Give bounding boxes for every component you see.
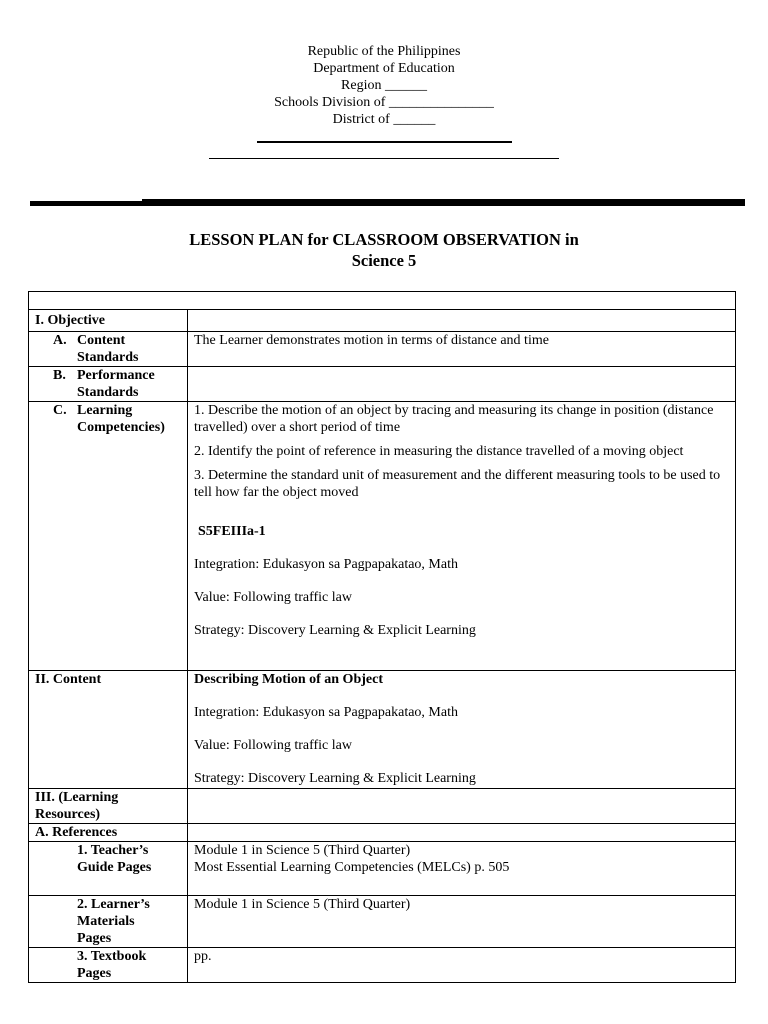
content-strategy: Strategy: Discovery Learning & Explicit Learning — [194, 771, 476, 786]
performance-standards-text — [188, 367, 736, 402]
content-integration: Integration: Edukasyon sa Pagpapakatao, Math — [194, 705, 458, 720]
learners-materials-text: Module 1 in Science 5 (Third Quarter) — [188, 896, 736, 948]
performance-standards-label: B. Performance Standards — [29, 367, 188, 402]
teachers-guide-cell — [188, 842, 736, 896]
learning-competencies-cell — [188, 402, 736, 671]
lesson-plan-table — [28, 291, 736, 983]
competency-2: 2. Identify the point of reference in measuring the distance travelled of a moving object — [194, 444, 684, 459]
table-row-learning-competencies — [29, 402, 736, 671]
content-cell — [188, 671, 736, 789]
table-row-performance-standards — [29, 367, 736, 402]
blank-line-address — [209, 158, 559, 159]
references-label: A. References — [29, 824, 188, 842]
letterhead — [0, 43, 768, 128]
learning-competencies-label: C. Learning Competencies) — [29, 402, 188, 671]
teachers-guide-line-1: Module 1 in Science 5 (Third Quarter) — [194, 843, 411, 858]
header-region: Region ______ — [341, 78, 427, 93]
header-district: District of ______ — [332, 112, 436, 127]
table-row-objective — [29, 310, 736, 332]
table-row-references — [29, 824, 736, 842]
competency-strategy: Strategy: Discovery Learning & Explicit Learning — [194, 623, 476, 638]
table-row-learning-resources — [29, 789, 736, 824]
content-title: Describing Motion of an Object — [194, 672, 383, 687]
content-label: II. Content — [29, 671, 188, 789]
table-row-textbook — [29, 948, 736, 983]
header-department: Department of Education — [313, 61, 455, 76]
competency-3: 3. Determine the standard unit of measurement and the different measuring tools to be used to tell how far the object moved — [194, 468, 721, 500]
content-standards-label: A. Content Standards — [29, 332, 188, 367]
table-row-content-standards — [29, 332, 736, 367]
header-republic: Republic of the Philippines — [307, 44, 461, 59]
table-row-blank — [29, 292, 736, 310]
content-value: Value: Following traffic law — [194, 738, 352, 753]
page-title — [0, 229, 768, 271]
table-row-learners-materials — [29, 896, 736, 948]
objective-label: I. Objective — [29, 310, 188, 332]
header-division: Schools Division of _______________ — [274, 95, 494, 110]
learning-resources-label: III. (Learning Resources) — [29, 789, 188, 824]
teachers-guide-line-2: Most Essential Learning Competencies (MELCs) p. 505 — [194, 860, 510, 875]
header-divider — [30, 201, 745, 206]
competency-value: Value: Following traffic law — [194, 590, 352, 605]
teachers-guide-label: 1. Teacher’s Guide Pages — [29, 842, 188, 896]
title-line-2: Science 5 — [351, 251, 417, 270]
competency-code: S5FEIIIa-1 — [198, 524, 266, 539]
textbook-text: pp. — [188, 948, 736, 983]
competency-1: 1. Describe the motion of an object by tracing and measuring its change in position (distance travelled) over a short period of time — [194, 403, 714, 435]
title-line-1: LESSON PLAN for CLASSROOM OBSERVATION in — [189, 230, 579, 249]
table-row-content — [29, 671, 736, 789]
learners-materials-label: 2. Learner’s Materials Pages — [29, 896, 188, 948]
textbook-label: 3. Textbook Pages — [29, 948, 188, 983]
competency-integration: Integration: Edukasyon sa Pagpapakatao, Math — [194, 557, 458, 572]
content-standards-text: The Learner demonstrates motion in terms of distance and time — [188, 332, 736, 367]
blank-line-school — [257, 141, 512, 143]
table-row-teachers-guide — [29, 842, 736, 896]
